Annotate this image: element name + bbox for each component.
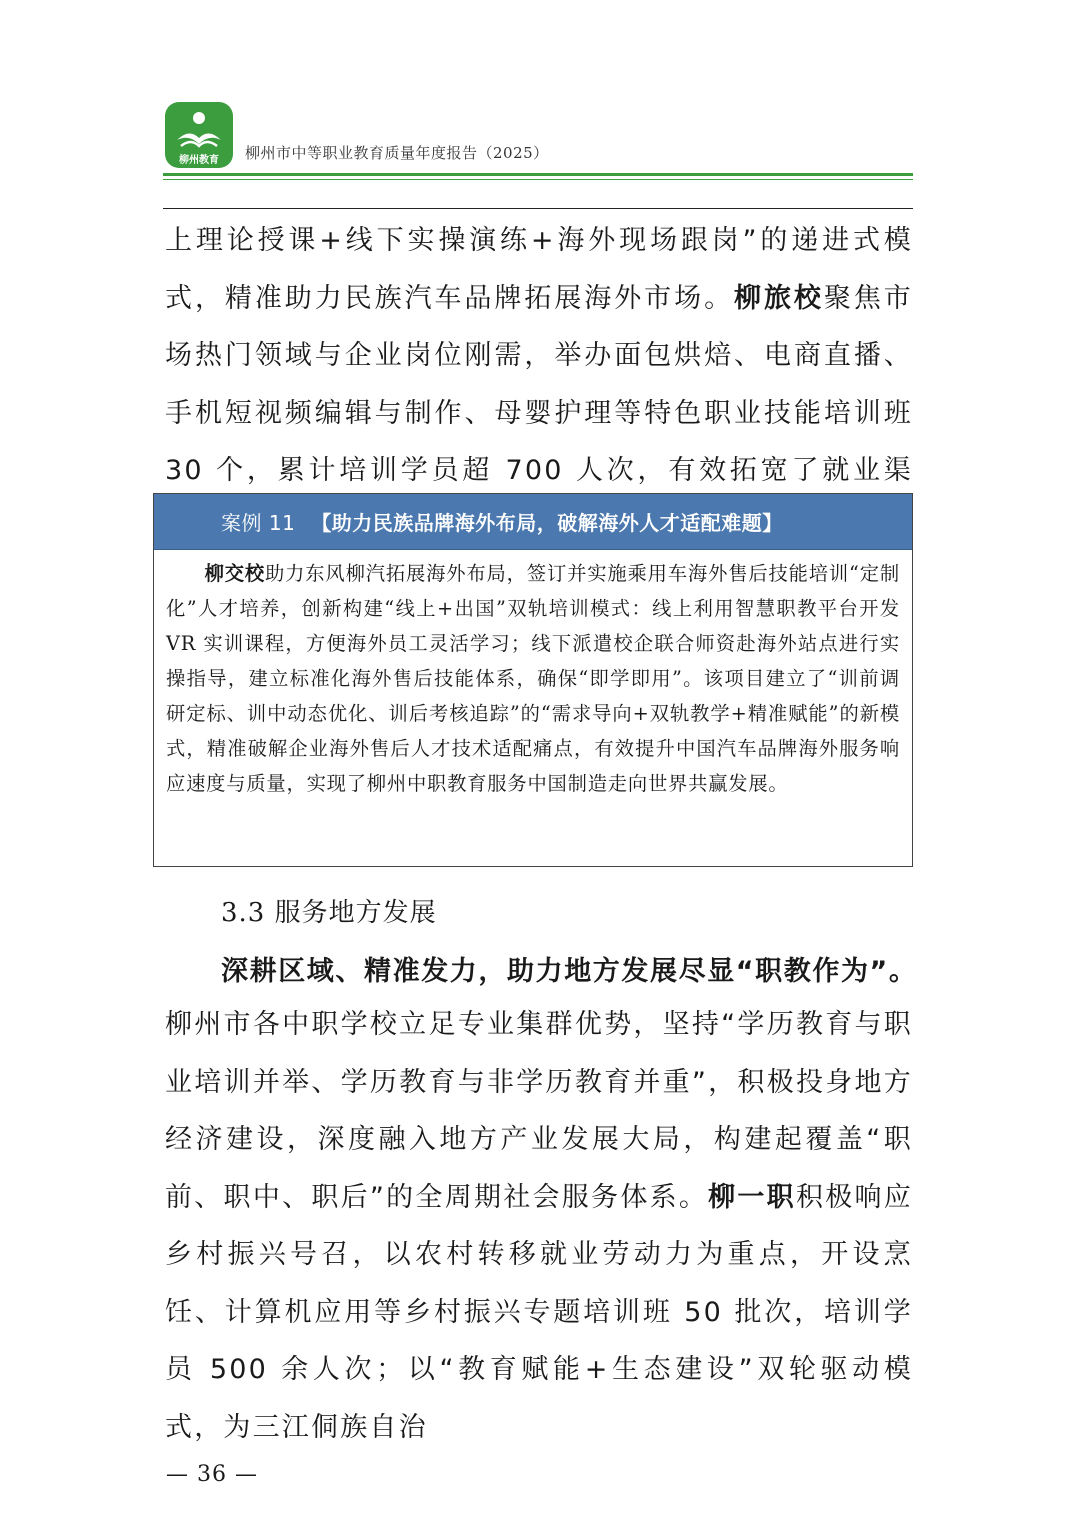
case-title: 【助力民族品牌海外布局，破解海外人才适配难题】 [311, 511, 783, 535]
logo-text: 柳州教育 [179, 155, 219, 166]
case-body [154, 550, 912, 801]
case-study-box [153, 493, 913, 867]
paragraph-text: 柳州市各中职学校立足专业集群优势，坚持“学历教育与职业培训并举、学历教育与非学历教育并重”，积极投身地方经济建设，深度融入地方产业发展大局，构建起覆盖“职前、职中、职后”的全周期社会服务体系。 [165, 1009, 913, 1213]
case-label: 案例 11 [221, 511, 296, 535]
page-header [163, 100, 913, 178]
report-title: 柳州市中等职业教育质量年度报告（2025） [245, 144, 549, 162]
school-name-liujiaoxiao: 柳交校 [204, 562, 266, 585]
paragraph-text: 上理论授课+线下实操演练+海外现场跟岗”的递进式模式，精准助力民族汽车品牌拓展海外市场。 [165, 225, 913, 314]
case-header [154, 494, 912, 550]
header-divider-thin [163, 179, 913, 180]
page-number: — 36 — [166, 1462, 258, 1487]
paragraph-text: 聚焦市场热门领域与企业岗位刚需，举办面包烘焙、电商直播、手机短视频编辑与制作、母婴护理等特色职业技能培训班 30 个，累计培训学员超 700 人次，有效拓宽了就业渠 [165, 282, 913, 486]
lead-sentence: 深耕区域、精准发力，助力地方发展尽显“职教作为”。 [221, 956, 918, 987]
case-body-text: 助力东风柳汽拓展海外布局，签订并实施乘用车海外售后技能培训“定制化”人才培养，创新构建“线上+出国”双轨培训模式：线上利用智慧职教平台开发 VR 实训课程，方便海外员工灵活学习；线下派遣校企联合师资赴海外站点进行实操指导，建立标准化海外售后技能体系，确保“即学即用”。该项目建立了“训前调研定标、训中动态优化、训后考核追踪”的“需求导向+双轨教学+精准赋能”的新模式，精准破解企业海外售后人才技术适配痛点，有效提升中国汽车品牌海外服务响应速度与质量，实现了柳州中职教育服务中国制造走向世界共赢发展。 [166, 562, 900, 795]
body-paragraph-2 [165, 996, 913, 1456]
paragraph-text: 积极响应乡村振兴号召，以农村转移就业劳动力为重点，开设烹饪、计算机应用等乡村振兴专题培训班 50 批次，培训学员 500 余人次；以“教育赋能+生态建设”双轮驱动模式，为三江侗族自治 [165, 1181, 913, 1443]
section-heading: 3.3 服务地方发展 [221, 898, 437, 928]
school-name-liulvxiao: 柳旅校 [734, 282, 824, 314]
liuzhou-education-logo [163, 100, 235, 170]
header-divider-thick [163, 173, 913, 176]
school-name-liuyizhi: 柳一职 [708, 1181, 796, 1213]
content-top-rule [163, 208, 913, 209]
